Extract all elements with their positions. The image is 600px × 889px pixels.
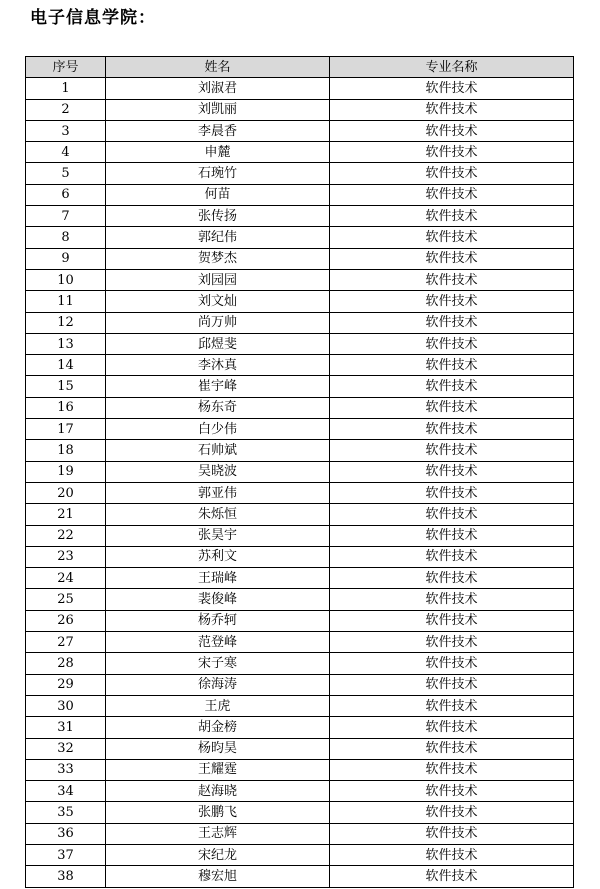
cell-major: 软件技术: [330, 568, 574, 589]
table-row: [26, 120, 574, 141]
cell-major: 软件技术: [330, 78, 574, 99]
cell-student-name: 李沐真: [106, 355, 330, 376]
cell-major: 软件技术: [330, 823, 574, 844]
table-row: [26, 461, 574, 482]
cell-major: 软件技术: [330, 525, 574, 546]
cell-number: 22: [26, 525, 106, 546]
cell-student-name: 苏利文: [106, 546, 330, 567]
table-row: [26, 333, 574, 354]
cell-number: 31: [26, 717, 106, 738]
cell-major: 软件技术: [330, 355, 574, 376]
cell-major: 软件技术: [330, 142, 574, 163]
cell-major: 软件技术: [330, 163, 574, 184]
table-row: [26, 184, 574, 205]
cell-student-name: 裴俊峰: [106, 589, 330, 610]
table-row: [26, 163, 574, 184]
cell-number: 23: [26, 546, 106, 567]
cell-major: 软件技术: [330, 674, 574, 695]
cell-student-name: 邱煜斐: [106, 333, 330, 354]
cell-number: 24: [26, 568, 106, 589]
table-row: [26, 206, 574, 227]
cell-major: 软件技术: [330, 844, 574, 865]
cell-number: 38: [26, 866, 106, 887]
table-row: [26, 419, 574, 440]
cell-major: 软件技术: [330, 248, 574, 269]
cell-number: 25: [26, 589, 106, 610]
table-row: [26, 568, 574, 589]
cell-student-name: 杨乔轲: [106, 610, 330, 631]
cell-number: 1: [26, 78, 106, 99]
table-row: [26, 823, 574, 844]
cell-student-name: 尚万帅: [106, 312, 330, 333]
cell-major: 软件技术: [330, 440, 574, 461]
cell-major: 软件技术: [330, 206, 574, 227]
cell-student-name: 张传扬: [106, 206, 330, 227]
column-header-major: 专业名称: [330, 57, 574, 78]
table-row: [26, 866, 574, 887]
cell-student-name: 胡金榜: [106, 717, 330, 738]
cell-student-name: 张鹏飞: [106, 802, 330, 823]
cell-major: 软件技术: [330, 482, 574, 503]
cell-student-name: 贺梦杰: [106, 248, 330, 269]
table-header: [26, 57, 574, 78]
table-row: [26, 525, 574, 546]
table-row: [26, 355, 574, 376]
document-heading: 电子信息学院：: [30, 8, 156, 28]
cell-major: 软件技术: [330, 291, 574, 312]
table-row: [26, 440, 574, 461]
cell-major: 软件技术: [330, 312, 574, 333]
cell-number: 7: [26, 206, 106, 227]
cell-major: 软件技术: [330, 504, 574, 525]
cell-major: 软件技术: [330, 738, 574, 759]
table-row: [26, 802, 574, 823]
cell-number: 8: [26, 227, 106, 248]
cell-number: 16: [26, 397, 106, 418]
cell-number: 11: [26, 291, 106, 312]
cell-major: 软件技术: [330, 717, 574, 738]
cell-student-name: 石帅斌: [106, 440, 330, 461]
table-row: [26, 589, 574, 610]
cell-number: 2: [26, 99, 106, 120]
cell-major: 软件技术: [330, 99, 574, 120]
table-row: [26, 248, 574, 269]
table-row: [26, 674, 574, 695]
cell-number: 13: [26, 333, 106, 354]
cell-student-name: 范登峰: [106, 632, 330, 653]
cell-major: 软件技术: [330, 653, 574, 674]
cell-number: 33: [26, 759, 106, 780]
table-row: [26, 717, 574, 738]
cell-student-name: 何苗: [106, 184, 330, 205]
cell-student-name: 刘淑君: [106, 78, 330, 99]
cell-student-name: 赵海晓: [106, 781, 330, 802]
cell-number: 29: [26, 674, 106, 695]
cell-major: 软件技术: [330, 589, 574, 610]
cell-student-name: 宋纪龙: [106, 844, 330, 865]
cell-major: 软件技术: [330, 802, 574, 823]
cell-student-name: 穆宏旭: [106, 866, 330, 887]
cell-student-name: 宋子寒: [106, 653, 330, 674]
cell-major: 软件技术: [330, 269, 574, 290]
cell-student-name: 王虎: [106, 695, 330, 716]
cell-number: 21: [26, 504, 106, 525]
table-row: [26, 632, 574, 653]
cell-number: 35: [26, 802, 106, 823]
table-row: [26, 99, 574, 120]
table-row: [26, 291, 574, 312]
table-body: [26, 78, 574, 887]
cell-number: 26: [26, 610, 106, 631]
cell-student-name: 刘文灿: [106, 291, 330, 312]
cell-major: 软件技术: [330, 333, 574, 354]
cell-student-name: 李晨香: [106, 120, 330, 141]
column-header-name: 姓名: [106, 57, 330, 78]
cell-student-name: 崔宇峰: [106, 376, 330, 397]
cell-student-name: 石琬竹: [106, 163, 330, 184]
table-row: [26, 695, 574, 716]
cell-major: 软件技术: [330, 120, 574, 141]
cell-major: 软件技术: [330, 632, 574, 653]
cell-student-name: 白少伟: [106, 419, 330, 440]
cell-number: 37: [26, 844, 106, 865]
cell-student-name: 吴晓波: [106, 461, 330, 482]
cell-student-name: 郭亚伟: [106, 482, 330, 503]
table-row: [26, 376, 574, 397]
cell-number: 18: [26, 440, 106, 461]
cell-major: 软件技术: [330, 184, 574, 205]
table-row: [26, 482, 574, 503]
cell-number: 14: [26, 355, 106, 376]
cell-major: 软件技术: [330, 376, 574, 397]
cell-student-name: 刘凯丽: [106, 99, 330, 120]
cell-number: 6: [26, 184, 106, 205]
cell-number: 10: [26, 269, 106, 290]
table-row: [26, 738, 574, 759]
cell-number: 36: [26, 823, 106, 844]
cell-major: 软件技术: [330, 695, 574, 716]
cell-number: 19: [26, 461, 106, 482]
cell-major: 软件技术: [330, 781, 574, 802]
cell-number: 5: [26, 163, 106, 184]
cell-student-name: 王瑞峰: [106, 568, 330, 589]
column-header-no: 序号: [26, 57, 106, 78]
table-row: [26, 844, 574, 865]
cell-student-name: 申麓: [106, 142, 330, 163]
cell-student-name: 王耀霆: [106, 759, 330, 780]
table-row: [26, 781, 574, 802]
cell-number: 20: [26, 482, 106, 503]
cell-major: 软件技术: [330, 461, 574, 482]
cell-number: 12: [26, 312, 106, 333]
cell-student-name: 杨东奇: [106, 397, 330, 418]
cell-major: 软件技术: [330, 610, 574, 631]
table-row: [26, 227, 574, 248]
cell-number: 30: [26, 695, 106, 716]
cell-student-name: 徐海涛: [106, 674, 330, 695]
cell-major: 软件技术: [330, 419, 574, 440]
table-row: [26, 504, 574, 525]
cell-number: 32: [26, 738, 106, 759]
cell-student-name: 张昊宇: [106, 525, 330, 546]
cell-number: 34: [26, 781, 106, 802]
cell-major: 软件技术: [330, 397, 574, 418]
table-row: [26, 610, 574, 631]
cell-number: 28: [26, 653, 106, 674]
cell-number: 15: [26, 376, 106, 397]
student-roster-table: [25, 56, 574, 888]
cell-student-name: 刘园园: [106, 269, 330, 290]
cell-number: 3: [26, 120, 106, 141]
cell-student-name: 王志辉: [106, 823, 330, 844]
table-row: [26, 397, 574, 418]
cell-student-name: 杨昀昊: [106, 738, 330, 759]
table-row: [26, 269, 574, 290]
table-row: [26, 759, 574, 780]
cell-major: 软件技术: [330, 227, 574, 248]
table-row: [26, 312, 574, 333]
table-row: [26, 78, 574, 99]
table-row: [26, 546, 574, 567]
cell-student-name: 朱烁恒: [106, 504, 330, 525]
table-row: [26, 653, 574, 674]
cell-number: 4: [26, 142, 106, 163]
cell-student-name: 郭纪伟: [106, 227, 330, 248]
cell-number: 9: [26, 248, 106, 269]
cell-major: 软件技术: [330, 759, 574, 780]
cell-number: 27: [26, 632, 106, 653]
cell-major: 软件技术: [330, 546, 574, 567]
cell-major: 软件技术: [330, 866, 574, 887]
cell-number: 17: [26, 419, 106, 440]
header-row: [26, 57, 574, 78]
table-row: [26, 142, 574, 163]
